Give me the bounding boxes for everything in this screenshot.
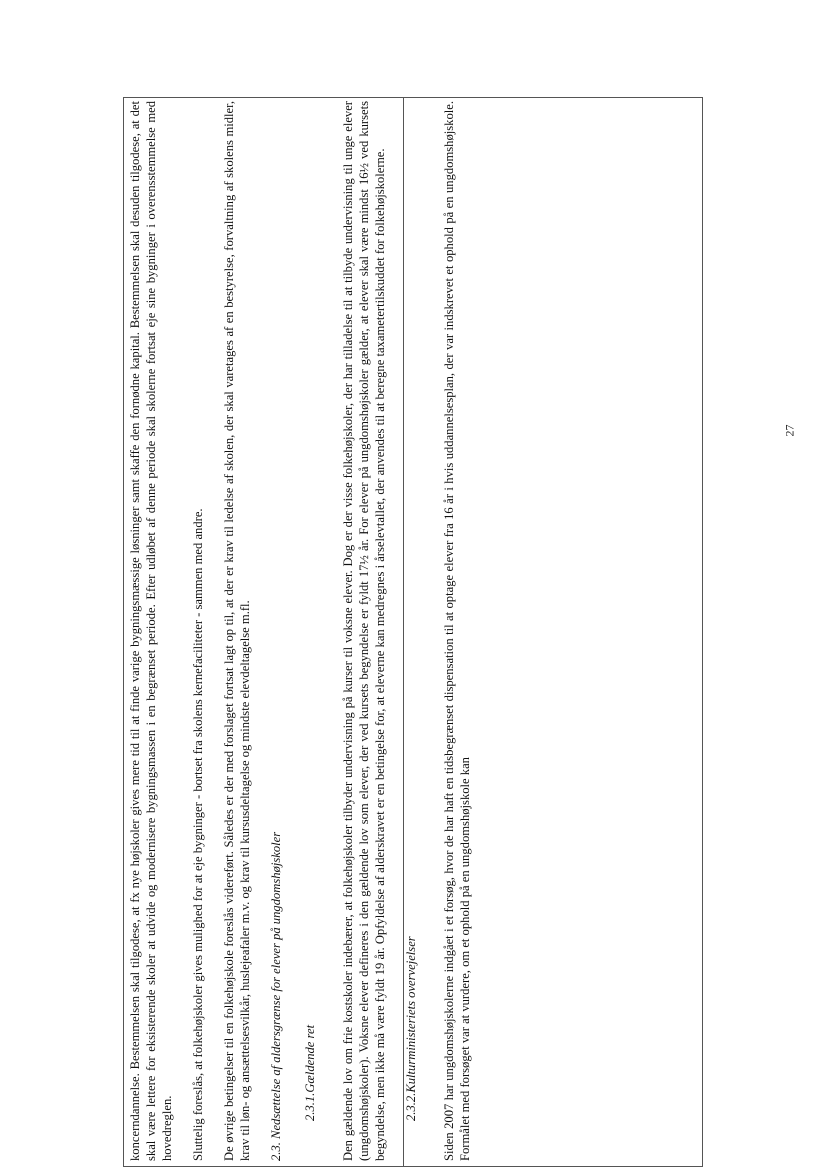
rotated-content bbox=[123, 97, 703, 1167]
text-column bbox=[127, 101, 472, 1161]
paragraph: Den gældende lov om frie kostskoler indebærer, at folkehøjskoler tilbyder undervisning på kurser til voksne elever. Dog er der visse folkehøjskoler, der har tilladelse til at tilbyde undervisning til unge elever (ungdomshøjskoler). Voksne elever defineres i den gældende lov som elever, der ved kursets begyndelse er fyldt 17½ år. For elever på ungdomshøjskoler gælder, at elever skal være mindst 16½ ved kursets begyndelse, men ikke må være fyldt 19 år. Opfyldelse af alderskravet er en betingelse for, at eleverne kan medregnes i årselevtallet, der anvendes til at beregne taxametertilskuddet for folkehøjskolerne. bbox=[341, 101, 387, 1161]
section-heading: 2.3. Nedsættelse af aldersgrænse for elever på ungdomshøjskoler bbox=[269, 831, 283, 1161]
paragraph: De øvrige betingelser til en folkehøjskole foreslås videreført. Således er der med forslaget fortsat lagt op til, at der er krav til ledelse af skolen, der skal varetages af en bestyrelse, forvaltning af skolens midler, krav til løn- og ansættelsesvilkår, huslejeafaler m.v. og krav til kursusdeltagelse og mindste elevdeltagelse m.fl. bbox=[222, 101, 252, 1161]
page-number: 27 bbox=[782, 424, 797, 437]
paragraph: Siden 2007 har ungdomshøjskolerne indgået i et forsøg, hvor de har haft en tidsbegrænset dispensation til at optage elever fra 16 år i hvis uddannelsesplan, der var indskrevet et ophold på en ungdomshøjskole. Formålet med forsøget var at vurdere, om et ophold på en ungdomshøjskole kan bbox=[442, 101, 472, 1161]
subsection-heading: 2.3.1.Gældende ret bbox=[303, 1024, 317, 1121]
subsection-heading: 2.3.2.Kulturministeriets overvejelser bbox=[404, 936, 418, 1121]
paragraph: koncerndannelse. Bestemmelsen skal tilgodese, at fx nye højskoler gives mere tid til at finde varige bygningsmæssige løsninger samt skaffe den fornødne kapital. Bestemmelsen skal desuden tilgodese, at det skal være lettere for eksisterende skoler at udvide og modernisere bygningsmassen i en begrænset periode. Efter udløbet af denne periode skal skolerne fortsat eje sine bygninger i overensstemmelse med hovedreglen. bbox=[128, 101, 174, 1161]
paragraph: Sluttelig foreslås, at folkehøjskoler gives mulighed for at eje bygninger - bortset fra skolens kernefaciliteter - sammen med andre. bbox=[191, 508, 205, 1161]
